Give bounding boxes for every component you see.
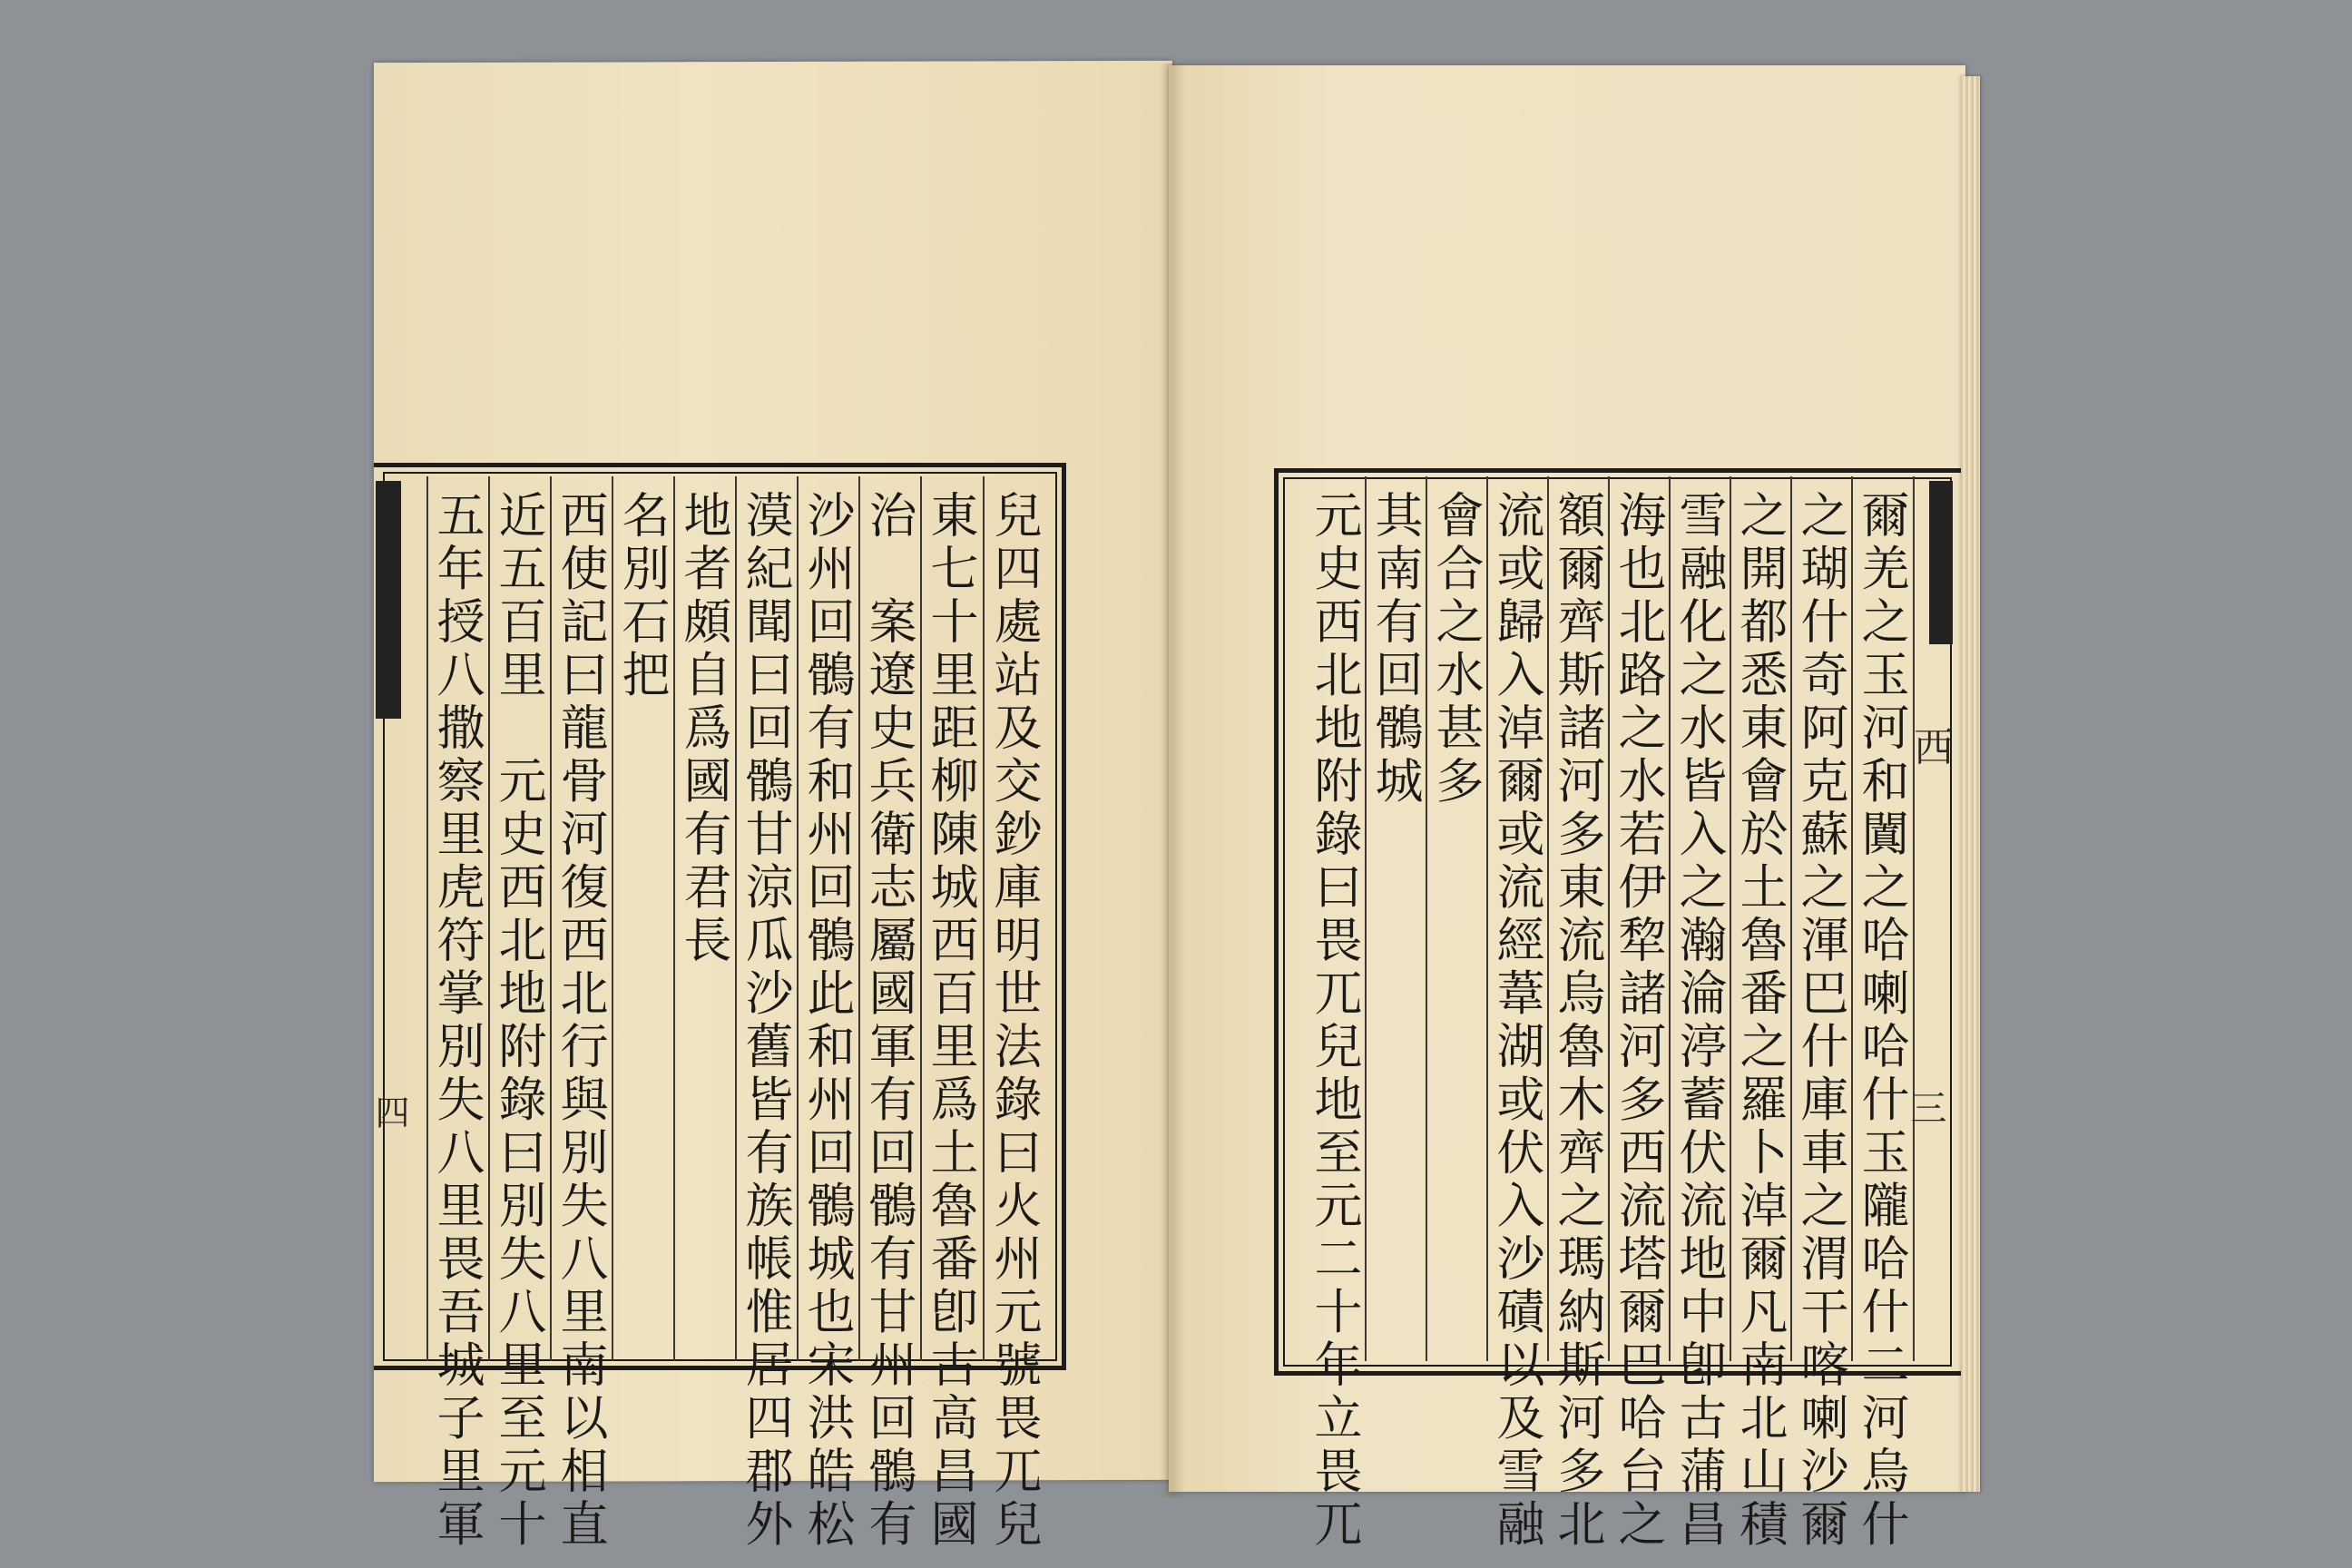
right-rule [1608, 476, 1610, 1361]
right-page-number: 三 [1905, 1089, 1946, 1125]
left-column-10: 五年授八撒察里虎符掌別失八里畏吾城子里軍 [429, 490, 485, 1552]
left-rule [858, 476, 860, 1361]
left-rule [488, 476, 490, 1361]
right-column-9: 其南有回鶻城 [1367, 490, 1423, 808]
left-column-6: 地者頗自爲國有君長 [676, 490, 731, 968]
left-rule [735, 476, 737, 1361]
left-column-9: 近五百里 元史西北地附錄曰別失八里至元十 [491, 490, 546, 1552]
left-column-5: 漠紀聞曰回鶻甘涼瓜沙舊皆有族帳惟居四郡外 [738, 490, 793, 1552]
left-rule [983, 476, 985, 1361]
book-gutter [1158, 64, 1185, 1497]
right-column-2: 之瑚什奇阿克蘇之渾巴什庫車之渭干喀喇沙爾 [1793, 490, 1848, 1552]
left-rule [797, 476, 799, 1361]
left-column-8: 西使記曰龍骨河復西北行與別失八里南以相直 [553, 490, 608, 1552]
left-column-7: 名別石把 [614, 490, 670, 702]
right-column-10: 元史西北地附錄曰畏兀兒地至元二十年立畏兀 [1307, 490, 1362, 1552]
left-rule [550, 476, 552, 1361]
right-rule [1790, 476, 1792, 1361]
right-column-6: 額爾齊斯諸河多東流烏魯木齊之瑪納斯河多北 [1550, 490, 1605, 1552]
left-rule [612, 476, 613, 1361]
right-banxin-title: 西 [1906, 726, 1953, 766]
right-rule [1486, 476, 1488, 1361]
right-rule [1851, 476, 1853, 1361]
right-column-5: 海也北路之水若伊犂諸河多西流塔爾巴哈台之 [1611, 490, 1666, 1552]
left-rule [920, 476, 922, 1361]
right-fish-tail-mark [1929, 481, 1953, 644]
left-rule [426, 476, 428, 1361]
left-page-number: 四 [369, 1094, 409, 1129]
right-column-8: 會合之水甚多 [1428, 490, 1484, 808]
right-rule [1730, 476, 1731, 1361]
right-column-1: 爾羌之玉河和闐之哈喇哈什玉隴哈什二河烏什 [1854, 490, 1909, 1552]
left-rule [673, 476, 675, 1361]
right-rule [1913, 476, 1915, 1361]
right-rule [1365, 476, 1367, 1361]
right-rule [1547, 476, 1549, 1361]
left-column-4: 沙州回鶻有和州回鶻此和州回鶻城也宋洪皓松 [799, 490, 855, 1552]
left-fish-tail-mark [376, 481, 401, 719]
left-column-2: 東七十里距柳陳城西百里爲土魯番卽古高昌國 [923, 490, 978, 1552]
right-rule [1669, 476, 1671, 1361]
page-edges [1960, 76, 1980, 1492]
left-column-1: 兒四處站及交鈔庫明世法錄曰火州元號畏兀兒 [986, 490, 1042, 1552]
right-column-4: 雪融化之水皆入之瀚淪渟蓄伏流地中卽古蒲昌 [1671, 490, 1727, 1552]
right-column-7: 流或歸入淖爾或流經葦湖或伏入沙磧以及雪融 [1489, 490, 1544, 1552]
right-column-3: 之開都悉東會於土魯番之羅卜淖爾凡南北山積 [1732, 490, 1788, 1552]
left-column-3: 治 案遼史兵衛志屬國軍有回鶻有甘州回鶻有 [861, 490, 916, 1552]
right-rule [1426, 476, 1427, 1361]
